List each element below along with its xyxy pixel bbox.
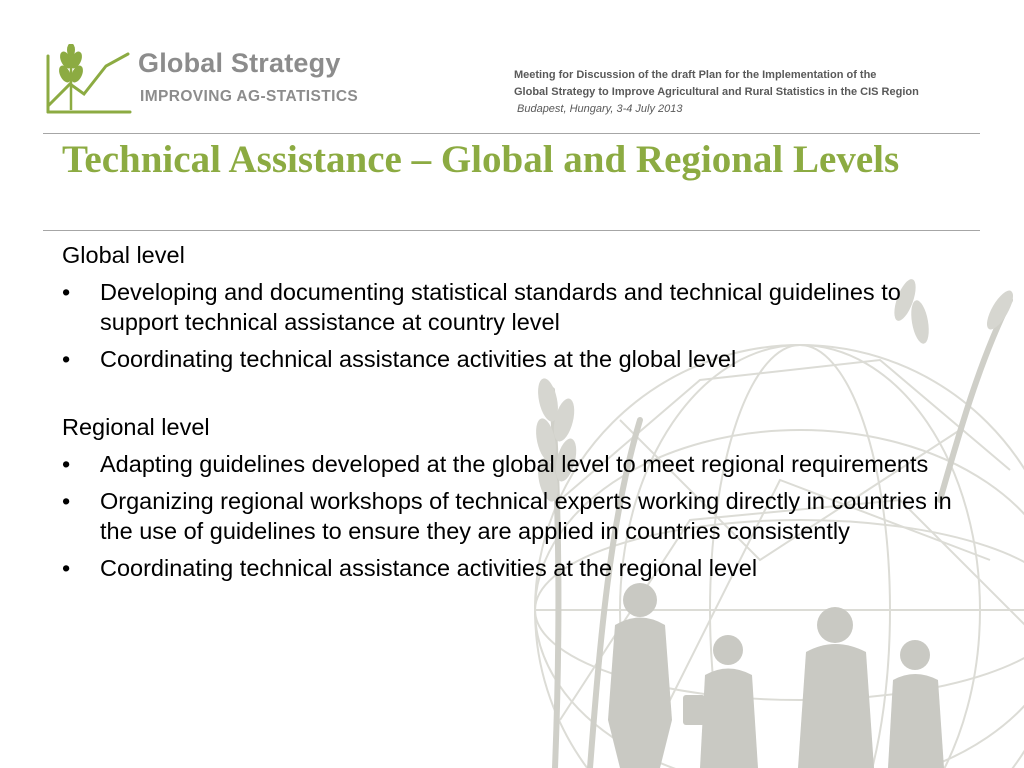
bullet-icon: • — [62, 346, 71, 372]
meeting-info — [514, 67, 994, 118]
slide-title: Technical Assistance – Global and Regional Levels — [62, 138, 900, 181]
bullet-text: Adapting guidelines developed at the global level to meet regional requirements — [100, 451, 929, 477]
global-bullet-list — [62, 277, 982, 374]
meeting-location: Budapest, Hungary, 3-4 July 2013 — [517, 103, 683, 115]
bullet-icon: • — [62, 279, 71, 305]
bullet-icon: • — [62, 451, 71, 477]
slide-content — [62, 240, 982, 583]
meeting-line-1: Meeting for Discussion of the draft Plan for the Implementation of the — [514, 69, 877, 81]
bullet-icon: • — [62, 488, 71, 514]
list-item — [62, 449, 982, 479]
title-bottom-divider — [43, 230, 980, 231]
meeting-line-2: Global Strategy to Improve Agricultural and Rural Statistics in the CIS Region — [514, 86, 919, 98]
logo-subtitle: IMPROVING AG-STATISTICS — [140, 88, 359, 105]
bullet-text: Organizing regional workshops of technical experts working directly in countries in the use of guidelines to ensure they are applied in countries consistently — [100, 488, 952, 544]
bullet-text: Coordinating technical assistance activities at the global level — [100, 346, 737, 372]
list-item — [62, 486, 982, 546]
wheat-chart-icon — [44, 44, 134, 116]
logo-title: Global Strategy — [138, 48, 341, 78]
regional-bullet-list — [62, 449, 982, 583]
list-item — [62, 277, 982, 337]
bullet-text: Coordinating technical assistance activities at the regional level — [100, 555, 758, 581]
global-strategy-logo — [44, 44, 364, 116]
list-item — [62, 553, 982, 583]
bullet-text: Developing and documenting statistical standards and technical guidelines to support technical assistance at country level — [100, 279, 901, 335]
list-item — [62, 344, 982, 374]
section-heading-regional: Regional level — [62, 414, 210, 440]
section-heading-global: Global level — [62, 242, 185, 268]
section-spacer — [62, 374, 982, 412]
bullet-icon: • — [62, 555, 71, 581]
